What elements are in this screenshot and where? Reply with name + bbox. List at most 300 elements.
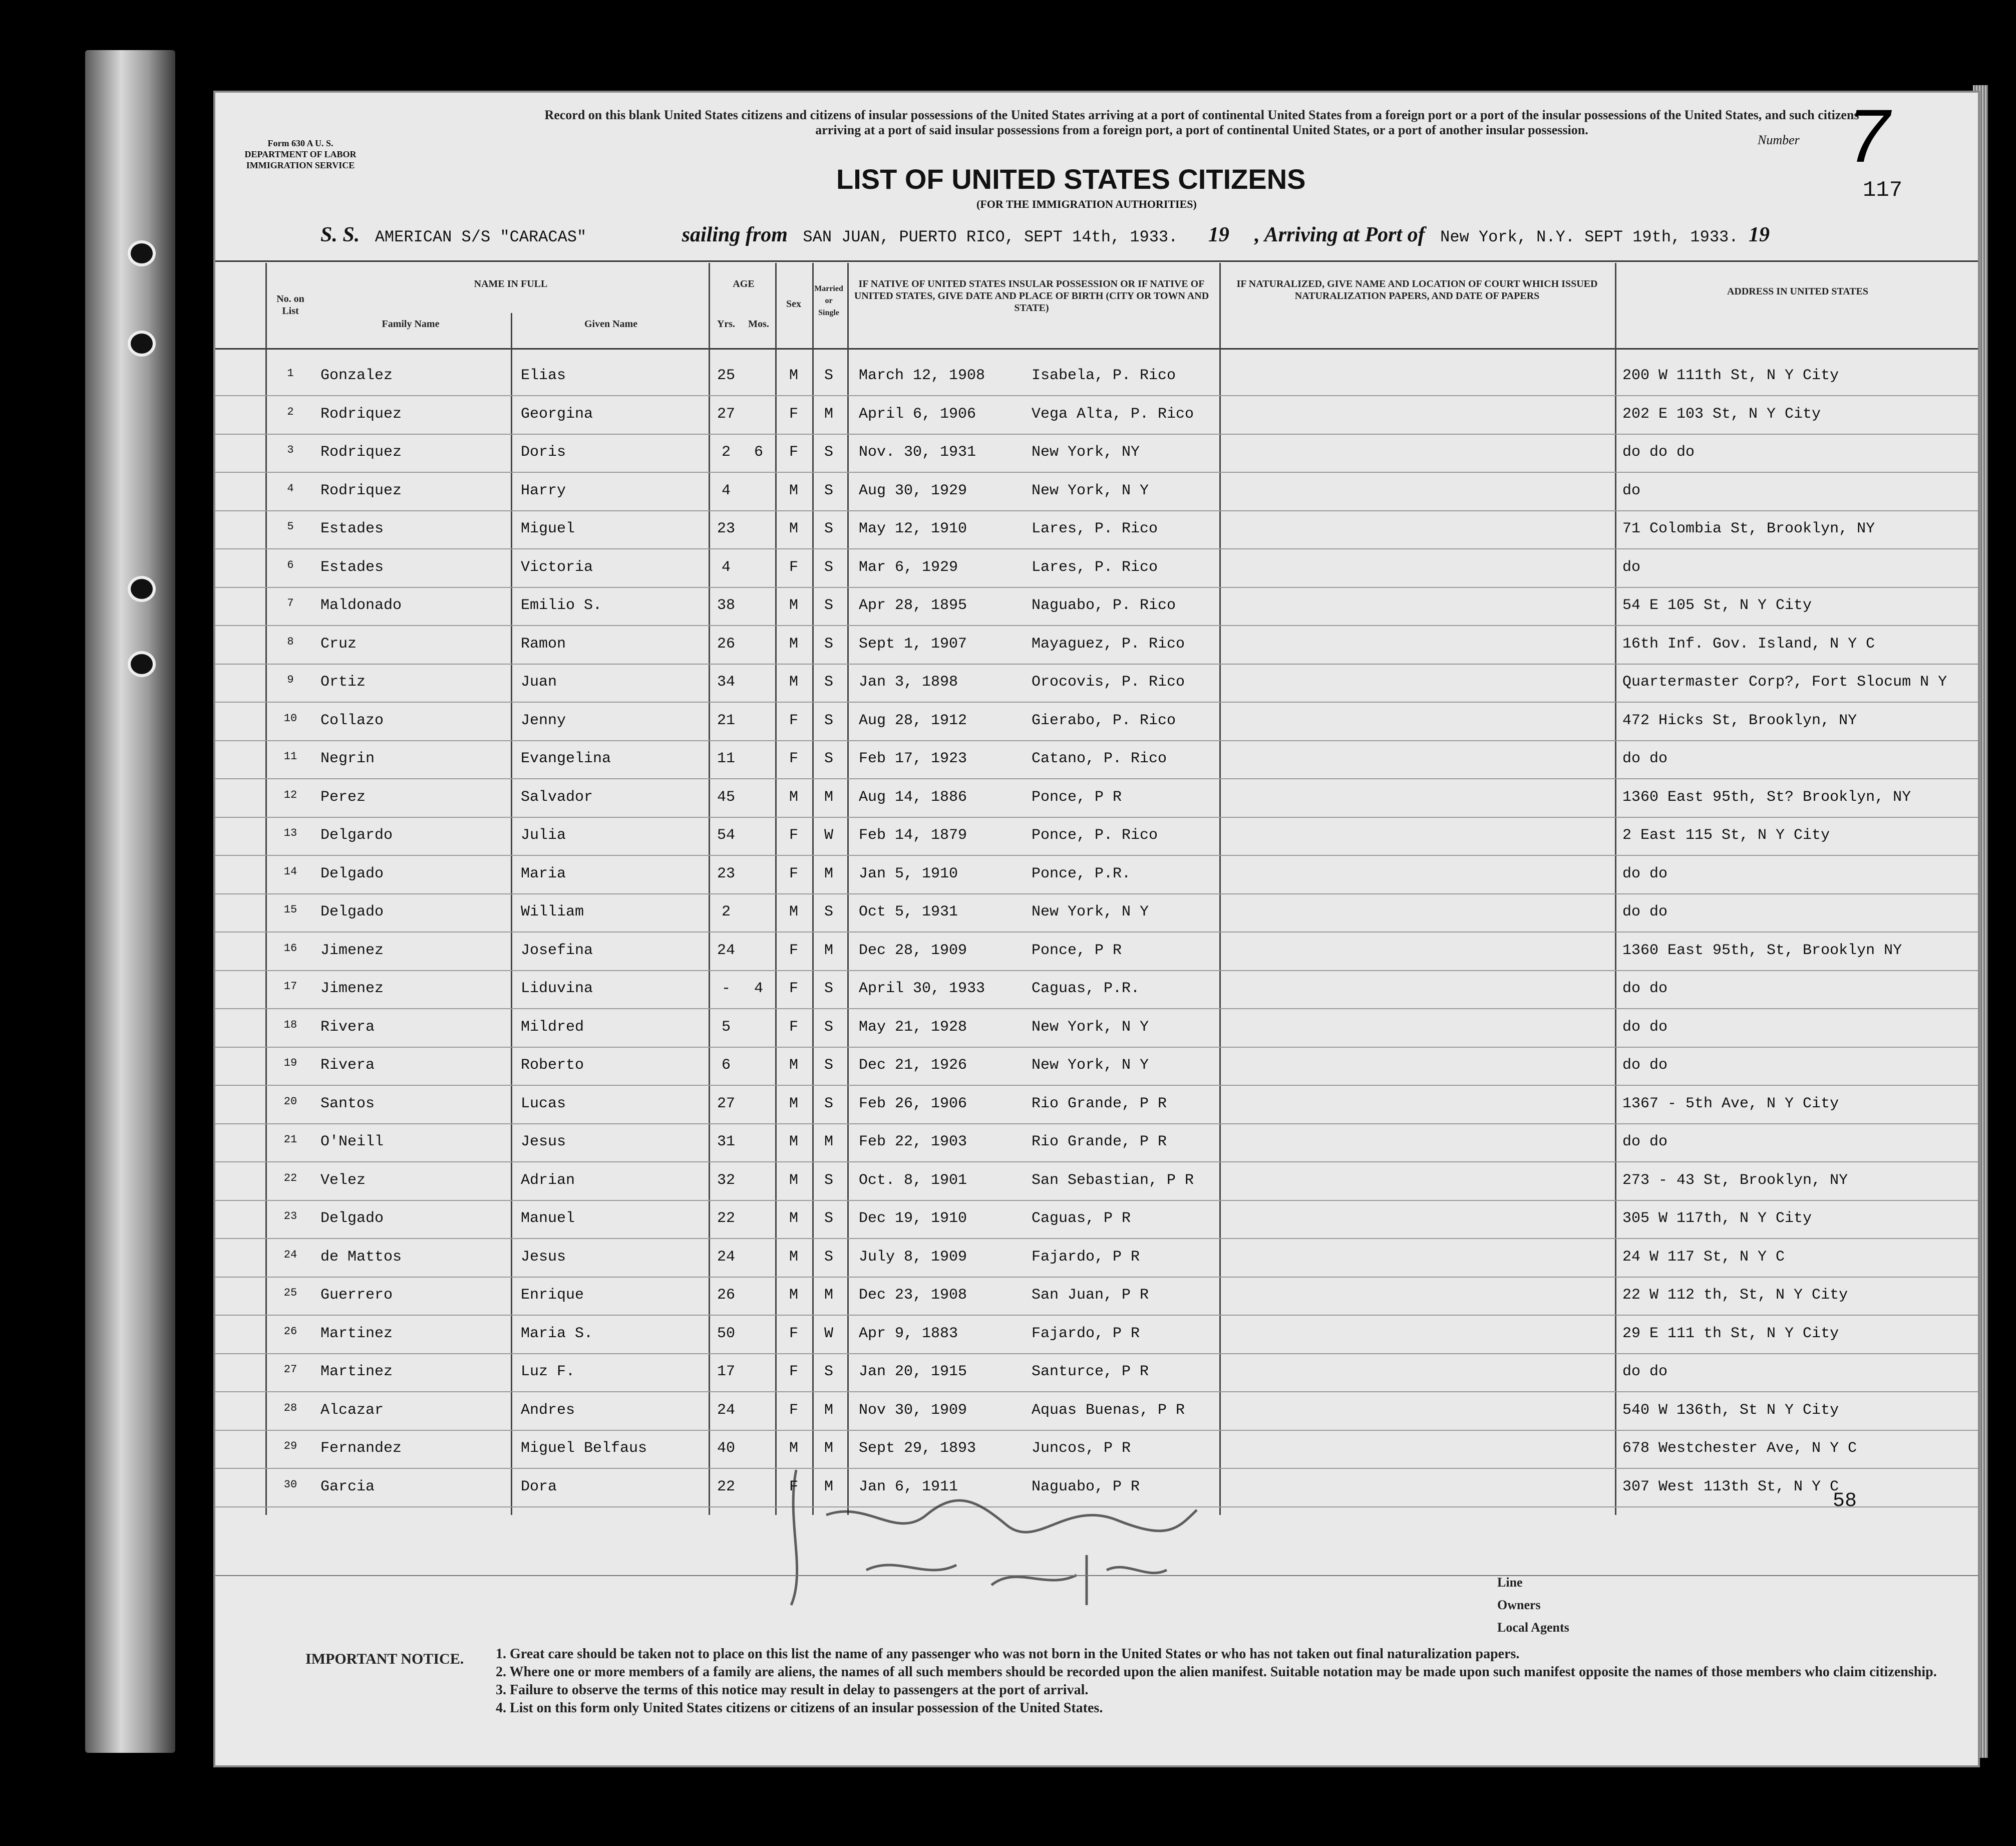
row-number: 23 <box>283 1210 297 1222</box>
birth-date: Nov. 30, 1931 <box>859 444 976 461</box>
age-years: 34 <box>717 674 735 691</box>
marital-status: M <box>824 1401 833 1419</box>
given-name: Adrian <box>521 1171 575 1189</box>
list-number: 7 <box>1848 94 1890 178</box>
table-row <box>215 1316 1978 1354</box>
table-row <box>215 358 1978 396</box>
marital-status: S <box>824 674 833 691</box>
age-years: 4 <box>721 558 731 576</box>
given-name: Liduvina <box>521 980 593 997</box>
given-name: Jesus <box>521 1133 566 1150</box>
age-years: 26 <box>717 1287 735 1304</box>
birth-place: Vega Alta, P. Rico <box>1032 405 1194 423</box>
voyage-line <box>320 223 1770 247</box>
col-married: Married or Single <box>814 284 843 317</box>
age-years: 27 <box>717 1095 735 1112</box>
birth-date: Aug 30, 1929 <box>859 482 967 499</box>
marital-status: M <box>824 1440 833 1457</box>
table-row <box>215 1124 1978 1162</box>
family-name: Delgado <box>320 865 384 882</box>
marital-status: M <box>824 1287 833 1304</box>
sailing-from: SAN JUAN, PUERTO RICO, SEPT 14th, 1933. <box>803 228 1178 246</box>
us-address: Quartermaster Corp?, Fort Slocum N Y <box>1622 674 1947 691</box>
sex-value: M <box>789 1171 798 1189</box>
sex-value: M <box>789 367 798 384</box>
table-row <box>215 473 1978 511</box>
passenger-table <box>215 358 1978 1510</box>
given-name: Emilio S. <box>521 597 602 614</box>
table-row <box>215 741 1978 779</box>
family-name: Negrin <box>320 750 375 767</box>
family-name: de Mattos <box>320 1248 402 1266</box>
family-name: Santos <box>320 1095 375 1112</box>
age-years: 5 <box>721 1018 731 1036</box>
birth-date: Apr 9, 1883 <box>859 1325 958 1342</box>
given-name: Evangelina <box>521 750 611 767</box>
record-instructions: Record on this blank United States citizens and citizens of insular possessions of the United States arriving at a port of continental United States from a foreign port or a port of the insular possessions of the United States, and such citizens arriving at a port of said insular possessions from a foreign port, a port of continental United States, or a port of another insular possession. <box>544 108 1859 137</box>
marital-status: S <box>824 1210 833 1227</box>
birth-place: Santurce, P R <box>1032 1363 1149 1380</box>
row-number: 2 <box>287 405 294 418</box>
family-name: Velez <box>320 1171 366 1189</box>
sex-value: M <box>789 597 798 614</box>
age-years: 6 <box>721 1057 731 1074</box>
sex-value: M <box>789 482 798 499</box>
marital-status: M <box>824 1133 833 1150</box>
us-address: do do <box>1622 903 1668 920</box>
marital-status: S <box>824 520 833 537</box>
family-name: Guerrero <box>320 1287 393 1304</box>
given-name: Maria S. <box>521 1325 593 1342</box>
birth-date: Feb 22, 1903 <box>859 1133 967 1150</box>
birth-place: Lares, P. Rico <box>1032 520 1158 537</box>
us-address: do do <box>1622 1057 1668 1074</box>
table-row <box>215 627 1978 664</box>
us-address: 202 E 103 St, N Y City <box>1622 405 1821 423</box>
us-address: do <box>1622 558 1641 576</box>
birth-place: Caguas, P.R. <box>1032 980 1140 997</box>
marital-status: W <box>824 827 833 844</box>
row-number: 9 <box>287 674 294 686</box>
row-number: 25 <box>283 1287 297 1299</box>
birth-date: March 12, 1908 <box>859 367 985 384</box>
sex-value: M <box>789 1210 798 1227</box>
row-number: 11 <box>283 750 297 763</box>
marital-status: S <box>824 750 833 767</box>
age-years: 40 <box>717 1440 735 1457</box>
col-yrs: Yrs. <box>717 319 736 330</box>
family-name: Ortiz <box>320 674 366 691</box>
age-years: 25 <box>717 367 735 384</box>
family-name: Rivera <box>320 1018 375 1036</box>
birth-place: Naguabo, P. Rico <box>1032 597 1176 614</box>
family-name: Rodriquez <box>320 444 402 461</box>
family-name: Jimenez <box>320 942 384 959</box>
birth-place: Isabela, P. Rico <box>1032 367 1176 384</box>
table-row <box>215 665 1978 702</box>
age-years: 38 <box>717 597 735 614</box>
arriving-label: , Arriving at Port of <box>1254 223 1425 246</box>
us-address: do do <box>1622 980 1668 997</box>
birth-date: Mar 6, 1929 <box>859 558 958 576</box>
column-header-rule <box>215 348 1978 350</box>
marital-status: M <box>824 788 833 806</box>
notice-item: 3. Failure to observe the terms of this notice may result in delay to passengers at the port of arrival. <box>496 1682 1089 1698</box>
table-row <box>215 856 1978 894</box>
family-name: Perez <box>320 788 366 806</box>
birth-date: Feb 14, 1879 <box>859 827 967 844</box>
us-address: 29 E 111 th St, N Y City <box>1622 1325 1839 1342</box>
given-name: Juan <box>521 674 557 691</box>
birth-place: Fajardo, P R <box>1032 1248 1140 1266</box>
birth-date: Jan 6, 1911 <box>859 1478 958 1495</box>
form-identifier: Form 630 A U. S. DEPARTMENT OF LABOR IMMIGRATION SERVICE <box>244 138 357 170</box>
arriving-port: New York, N.Y. SEPT 19th, 1933. <box>1440 228 1739 246</box>
col-naturalized: IF NATURALIZED, GIVE NAME AND LOCATION OF COURT WHICH ISSUED NATURALIZATION PAPERS, AND DATE OF PAPERS <box>1236 278 1598 301</box>
marital-status: M <box>824 865 833 882</box>
birth-date: Sept 1, 1907 <box>859 635 967 653</box>
birth-place: Mayaguez, P. Rico <box>1032 635 1185 653</box>
table-row <box>215 894 1978 932</box>
age-years: 2 <box>721 903 731 920</box>
family-name: Maldonado <box>320 597 402 614</box>
marital-status: S <box>824 635 833 653</box>
binder-ring <box>128 576 156 602</box>
table-row <box>215 435 1978 472</box>
col-sex: Sex <box>786 298 801 310</box>
sex-value: F <box>789 558 798 576</box>
given-name: Lucas <box>521 1095 566 1112</box>
birth-place: San Juan, P R <box>1032 1287 1149 1304</box>
given-name: Josefina <box>521 942 593 959</box>
sex-value: M <box>789 903 798 920</box>
year-one: 19 <box>1208 223 1229 246</box>
birth-date: July 8, 1909 <box>859 1248 967 1266</box>
row-number: 19 <box>283 1057 297 1069</box>
us-address: do <box>1622 482 1641 499</box>
marital-status: S <box>824 367 833 384</box>
age-years: 4 <box>721 482 731 499</box>
given-name: Victoria <box>521 558 593 576</box>
birth-place: Juncos, P R <box>1032 1440 1131 1457</box>
binder-ring <box>128 240 156 266</box>
row-number: 21 <box>283 1133 297 1146</box>
birth-place: Gierabo, P. Rico <box>1032 712 1176 729</box>
family-name: Martinez <box>320 1363 393 1380</box>
birth-date: Apr 28, 1895 <box>859 597 967 614</box>
marital-status: S <box>824 482 833 499</box>
birth-place: New York, N Y <box>1032 482 1149 499</box>
sex-value: M <box>789 1287 798 1304</box>
line-label: Line <box>1497 1575 1523 1590</box>
row-number: 18 <box>283 1018 297 1031</box>
table-row <box>215 818 1978 855</box>
age-years: - <box>721 980 731 997</box>
birth-date: Feb 26, 1906 <box>859 1095 967 1112</box>
us-address: do do <box>1622 865 1668 882</box>
table-row <box>215 1354 1978 1392</box>
family-name: Gonzalez <box>320 367 393 384</box>
row-number: 26 <box>283 1325 297 1338</box>
row-number: 3 <box>287 444 294 456</box>
birth-place: New York, N Y <box>1032 1057 1149 1074</box>
table-row <box>215 1393 1978 1430</box>
marital-status: S <box>824 597 833 614</box>
col-family: Family Name <box>382 319 440 330</box>
number-label: Number <box>1758 133 1800 147</box>
birth-date: Dec 23, 1908 <box>859 1287 967 1304</box>
age-years: 45 <box>717 788 735 806</box>
row-number: 8 <box>287 635 294 648</box>
age-years: 31 <box>717 1133 735 1150</box>
handwritten-signature <box>766 1440 1217 1640</box>
given-name: Elias <box>521 367 566 384</box>
age-months: 4 <box>754 980 763 997</box>
marital-status: S <box>824 1363 833 1380</box>
birth-date: Jan 20, 1915 <box>859 1363 967 1380</box>
sex-value: F <box>789 405 798 423</box>
table-row <box>215 933 1978 971</box>
birth-date: May 21, 1928 <box>859 1018 967 1036</box>
table-row <box>215 703 1978 741</box>
given-name: Luz F. <box>521 1363 575 1380</box>
birth-date: Nov 30, 1909 <box>859 1401 967 1419</box>
birth-place: New York, N Y <box>1032 1018 1149 1036</box>
birth-place: Fajardo, P R <box>1032 1325 1140 1342</box>
col-no: No. on List <box>276 293 304 317</box>
ss-label: S. S. <box>320 223 360 246</box>
us-address: 24 W 117 St, N Y C <box>1622 1248 1785 1266</box>
family-name: Rodriquez <box>320 405 402 423</box>
family-name: Rivera <box>320 1057 375 1074</box>
age-years: 27 <box>717 405 735 423</box>
family-name: Estades <box>320 558 384 576</box>
family-name: Delgado <box>320 903 384 920</box>
age-years: 23 <box>717 520 735 537</box>
birth-place: Lares, P. Rico <box>1032 558 1158 576</box>
birth-date: Aug 28, 1912 <box>859 712 967 729</box>
birth-date: Dec 28, 1909 <box>859 942 967 959</box>
table-row <box>215 1163 1978 1200</box>
family-name: Martinez <box>320 1325 393 1342</box>
birth-place: New York, NY <box>1032 444 1140 461</box>
sex-value: M <box>789 520 798 537</box>
row-number: 13 <box>283 827 297 839</box>
birth-date: April 30, 1933 <box>859 980 985 997</box>
given-name: Maria <box>521 865 566 882</box>
birth-place: San Sebastian, P R <box>1032 1171 1194 1189</box>
sex-value: M <box>789 788 798 806</box>
sailing-label: sailing from <box>682 223 788 246</box>
local-agents-label: Local Agents <box>1497 1620 1569 1635</box>
birth-date: April 6, 1906 <box>859 405 976 423</box>
sex-value: F <box>789 750 798 767</box>
us-address: 1360 East 95th, St, Brooklyn NY <box>1622 942 1902 959</box>
us-address: do do <box>1622 1018 1668 1036</box>
row-number: 6 <box>287 558 294 571</box>
notice-item: 4. List on this form only United States citizens or citizens of an insular possession of the United States. <box>496 1700 1103 1716</box>
row-number: 30 <box>283 1478 297 1491</box>
birth-place: New York, N Y <box>1032 903 1149 920</box>
birth-place: Naguabo, P R <box>1032 1478 1140 1495</box>
row-number: 10 <box>283 712 297 725</box>
birth-place: Ponce, P.R. <box>1032 865 1131 882</box>
birth-date: Feb 17, 1923 <box>859 750 967 767</box>
sex-value: F <box>789 1363 798 1380</box>
birth-date: Dec 19, 1910 <box>859 1210 967 1227</box>
age-years: 50 <box>717 1325 735 1342</box>
marital-status: M <box>824 942 833 959</box>
given-name: Harry <box>521 482 566 499</box>
birth-place: Orocovis, P. Rico <box>1032 674 1185 691</box>
us-address: 273 - 43 St, Brooklyn, NY <box>1622 1171 1848 1189</box>
family-name: Delgardo <box>320 827 393 844</box>
age-years: 22 <box>717 1478 735 1495</box>
page-title: LIST OF UNITED STATES CITIZENS <box>836 163 1306 195</box>
sex-value: F <box>789 1478 798 1495</box>
row-number: 22 <box>283 1171 297 1184</box>
sex-value: F <box>789 942 798 959</box>
marital-status: S <box>824 444 833 461</box>
col-given: Given Name <box>584 319 638 330</box>
row-number: 7 <box>287 597 294 609</box>
table-row <box>215 397 1978 434</box>
age-years: 11 <box>717 750 735 767</box>
sex-value: F <box>789 444 798 461</box>
binder-ring <box>128 331 156 357</box>
us-address: 200 W 111th St, N Y City <box>1622 367 1839 384</box>
footer-rule <box>215 1575 1978 1576</box>
marital-status: S <box>824 980 833 997</box>
given-name: Julia <box>521 827 566 844</box>
given-name: Enrique <box>521 1287 584 1304</box>
us-address: do do <box>1622 1133 1668 1150</box>
col-mos: Mos. <box>748 319 769 330</box>
birth-place: Catano, P. Rico <box>1032 750 1167 767</box>
birth-date: Jan 3, 1898 <box>859 674 958 691</box>
row-number: 12 <box>283 788 297 801</box>
marital-status: S <box>824 558 833 576</box>
age-years: 26 <box>717 635 735 653</box>
table-row <box>215 1086 1978 1124</box>
row-number: 24 <box>283 1248 297 1261</box>
sex-value: F <box>789 712 798 729</box>
sex-value: M <box>789 1440 798 1457</box>
col-address: ADDRESS IN UNITED STATES <box>1727 286 1869 297</box>
row-number: 17 <box>283 980 297 993</box>
age-years: 22 <box>717 1210 735 1227</box>
table-row <box>215 971 1978 1009</box>
table-row <box>215 1240 1978 1277</box>
age-years: 32 <box>717 1171 735 1189</box>
marital-status: S <box>824 903 833 920</box>
us-address: do do <box>1622 1363 1668 1380</box>
us-address: do do do <box>1622 444 1695 461</box>
table-row <box>215 588 1978 626</box>
birth-date: Jan 5, 1910 <box>859 865 958 882</box>
age-years: 24 <box>717 1401 735 1419</box>
page-subtitle: (FOR THE IMMIGRATION AUTHORITIES) <box>976 198 1197 210</box>
age-years: 23 <box>717 865 735 882</box>
binder-ring <box>128 651 156 677</box>
notice-item: 2. Where one or more members of a family are aliens, the names of all such members should be recorded upon the alien manifest. Suitable notation may be made upon such manifest opposite the names of those members who claim citizenship. <box>496 1664 1937 1680</box>
birth-place: Aquas Buenas, P R <box>1032 1401 1185 1419</box>
birth-date: Oct. 8, 1901 <box>859 1171 967 1189</box>
family-name: Cruz <box>320 635 357 653</box>
age-years: 21 <box>717 712 735 729</box>
us-address: 307 West 113th St, N Y C <box>1622 1478 1839 1495</box>
age-years: 24 <box>717 1248 735 1266</box>
birth-place: Ponce, P R <box>1032 788 1122 806</box>
row-number: 5 <box>287 520 294 533</box>
given-name: Miguel <box>521 520 575 537</box>
notice-items <box>496 1645 1973 1717</box>
family-name: Jimenez <box>320 980 384 997</box>
row-number: 14 <box>283 865 297 878</box>
birth-date: Sept 29, 1893 <box>859 1440 976 1457</box>
given-name: Georgina <box>521 405 593 423</box>
given-name: Miguel Belfaus <box>521 1440 647 1457</box>
us-address: 678 Westchester Ave, N Y C <box>1622 1440 1857 1457</box>
marital-status: M <box>824 405 833 423</box>
row-number: 16 <box>283 942 297 955</box>
header-rule <box>215 260 1978 262</box>
family-name: Alcazar <box>320 1401 384 1419</box>
row-number: 20 <box>283 1095 297 1108</box>
birth-place: Rio Grande, P R <box>1032 1133 1167 1150</box>
birth-date: May 12, 1910 <box>859 520 967 537</box>
given-name: Doris <box>521 444 566 461</box>
table-row <box>215 780 1978 817</box>
age-years: 17 <box>717 1363 735 1380</box>
marital-status: M <box>824 1478 833 1495</box>
corner-number: 58 <box>1833 1490 1857 1512</box>
ship-name: AMERICAN S/S "CARACAS" <box>375 228 587 246</box>
table-row <box>215 1278 1978 1315</box>
given-name: Manuel <box>521 1210 575 1227</box>
given-name: Andres <box>521 1401 575 1419</box>
col-name-full: NAME IN FULL <box>474 278 548 289</box>
sex-value: F <box>789 1325 798 1342</box>
notice-label: IMPORTANT NOTICE. <box>305 1651 464 1667</box>
marital-status: S <box>824 1248 833 1266</box>
manifest-sheet <box>215 93 1978 1765</box>
us-address: 472 Hicks St, Brooklyn, NY <box>1622 712 1857 729</box>
birth-place: Ponce, P. Rico <box>1032 827 1158 844</box>
family-name: Collazo <box>320 712 384 729</box>
sex-value: M <box>789 635 798 653</box>
page-number: 117 <box>1863 178 1903 203</box>
sex-value: F <box>789 1401 798 1419</box>
col-age: AGE <box>733 278 755 289</box>
table-row <box>215 1048 1978 1085</box>
family-name: Estades <box>320 520 384 537</box>
row-number: 4 <box>287 482 294 495</box>
given-name: Jenny <box>521 712 566 729</box>
family-name: Delgado <box>320 1210 384 1227</box>
birth-date: Dec 21, 1926 <box>859 1057 967 1074</box>
sex-value: F <box>789 980 798 997</box>
sex-value: F <box>789 827 798 844</box>
year-two: 19 <box>1748 223 1770 246</box>
us-address: 1360 East 95th, St? Brooklyn, NY <box>1622 788 1911 806</box>
col-birth: IF NATIVE OF UNITED STATES INSULAR POSSESSION OR IF NATIVE OF UNITED STATES, GIVE DATE AND PLACE OF BIRTH (CITY OR TOWN AND STATE) <box>854 278 1209 314</box>
us-address: 540 W 136th, St N Y City <box>1622 1401 1839 1419</box>
us-address: 71 Colombia St, Brooklyn, NY <box>1622 520 1875 537</box>
marital-status: S <box>824 1171 833 1189</box>
marital-status: S <box>824 712 833 729</box>
family-name: O'Neill <box>320 1133 384 1150</box>
